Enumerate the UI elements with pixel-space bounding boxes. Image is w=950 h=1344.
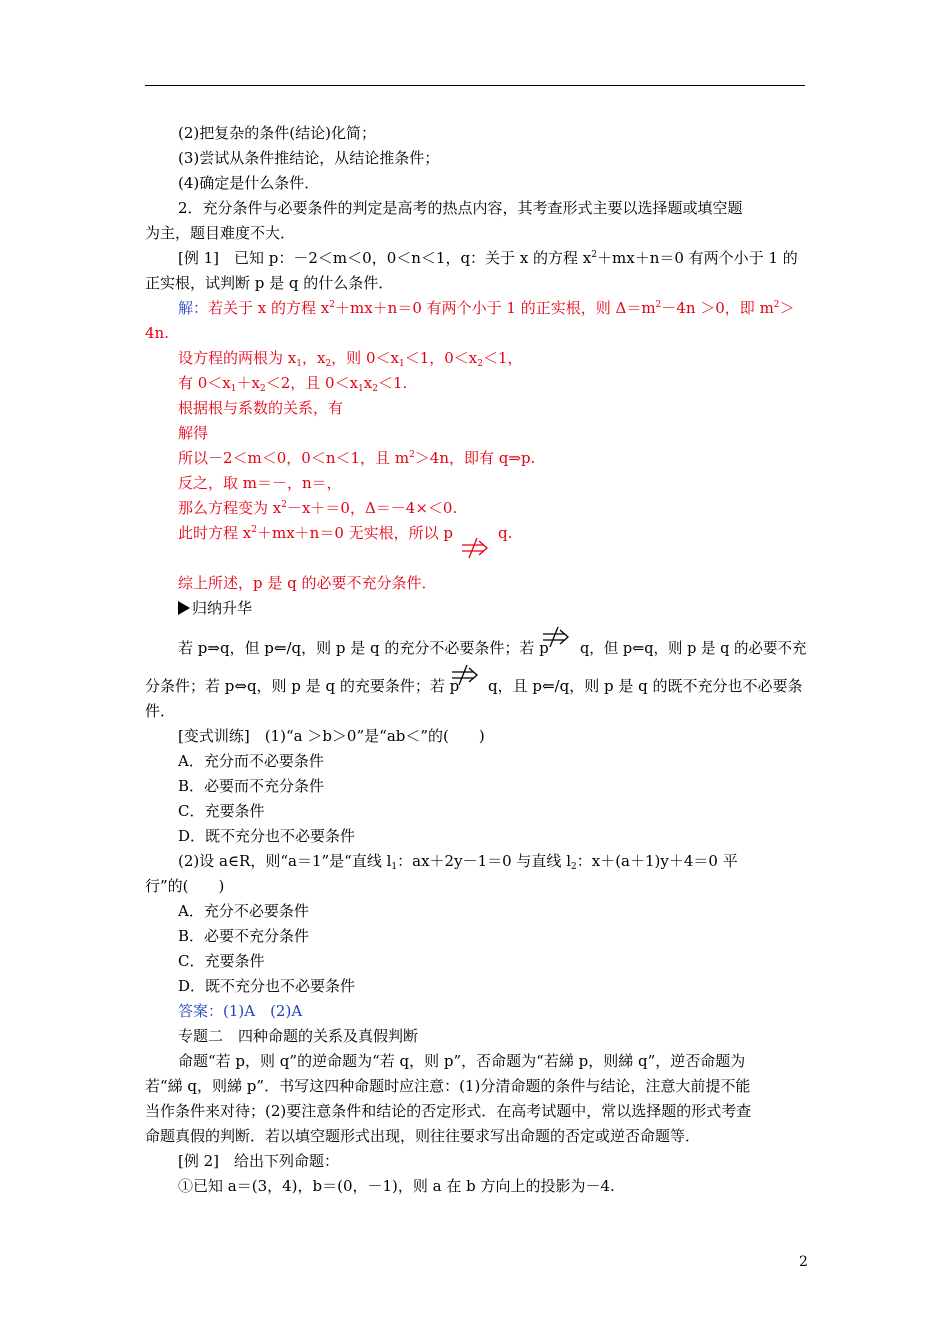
solution-line: 根据根与系数的关系，有 [178,399,344,417]
triangle-bullet-icon [178,601,190,615]
answer-line: 答案：(1)A (2)A [178,1002,303,1020]
not-implies-icon [458,536,492,562]
page-number: 2 [799,1254,808,1270]
example-2-statement: [例 2] 给出下列命题： [178,1152,340,1170]
solution-line: 此时方程 $x^2+mx+n=0$ 无实根，所以 p [178,524,453,542]
section-heading: 专题二 四种命题的关系及真假判断 [178,1027,419,1045]
text-line: (2)把复杂的条件(结论)化简； [178,124,376,142]
choice-c: C．充要条件 [178,802,265,820]
solution-line: 所以－2＜m＜0，0＜n＜1，且 $m^2>4n$，即有 q⇒p. [178,449,536,467]
text-line: 当作条件来对待；(2)要注意条件和结论的否定形式．在高考试题中，常以选择题的形式考查 [145,1102,752,1120]
exercise-1-statement: [变式训练] (1)“a ＞b＞0”是“ab＜”的( ) [178,727,485,745]
exercise-2-statement: (2)设 a∈R，则“a＝1”是“直线 $l_1$：ax＋2y－1＝0 与直线 $l_2$：x＋(a＋1)y＋4＝0 平 [178,852,738,872]
choice-c: C．充要条件 [178,952,265,970]
text-line: ①已知 a＝(3，4)，b＝(0，－1)，则 a 在 b 方向上的投影为－4. [178,1177,615,1195]
summary-heading: 归纳升华 [178,598,252,618]
solution-conclusion: 综上所述，p 是 q 的必要不充分条件． [178,574,437,592]
text-line: q，但 p⇐q，则 p 是 q 的必要不充 [580,639,807,657]
solution-line: 那么方程变为 $x^2-x+=0$，Δ＝－4×＜0. [178,499,458,517]
header-rule [145,85,805,86]
text-line: 若 p⇒q，但 p⇐/q，则 p 是 q 的充分不必要条件；若 p [178,639,549,657]
text-line: 正实根，试判断 p 是 q 的什么条件． [145,274,394,292]
text-line: 命题“若 p，则 q”的逆命题为“若 q，则 p”，否命题为“若綈 p，则綈 q”，逆否命题为 [178,1052,746,1070]
not-implies-icon [539,625,573,651]
choice-a: A．充分不必要条件 [178,902,309,920]
example-1-statement: [例 1] 已知 p：－2＜m＜0，0＜n＜1，q：关于 x 的方程 $x^2+mx+n=0$ 有两个小于 1 的 [178,249,798,267]
solution-line: 反之，取 m＝－，n＝， [178,474,342,492]
choice-b: B．必要不充分条件 [178,927,310,945]
text-line: 2．充分条件与必要条件的判定是高考的热点内容，其考查形式主要以选择题或填空题 [178,199,743,217]
text-line: 分条件；若 p⇔q，则 p 是 q 的充要条件；若 p [145,677,460,695]
text-line: 命题真假的判断．若以填空题形式出现，则往往要求写出命题的否定或逆否命题等． [145,1127,701,1145]
text-line: (4)确定是什么条件． [178,174,320,192]
solution-line: 有 $0<x_1+x_2<2$，且 $0<x_1x_2<1$. [178,374,408,394]
solution-line: 解得 [178,424,209,442]
text-line: 行”的( ) [145,877,225,895]
choice-d: D．既不充分也不必要条件 [178,827,356,845]
text-line: (3)尝试从条件推结论，从结论推条件； [178,149,440,167]
not-implies-icon [448,663,482,689]
solution-line: 解：若关于 x 的方程 $x^2+mx+n=0$ 有两个小于 1 的正实根，则 $\Delta=m^2-4n >0$，即 $m^2>$ [178,299,795,317]
solution-line: q. [498,524,513,542]
solution-label: 解： [178,299,209,317]
text-line: 若“綈 q，则綈 p”．书写这四种命题时应注意：(1)分清命题的条件与结论，注意大前提不能 [145,1077,751,1095]
text-line: q，且 p⇐/q，则 p 是 q 的既不充分也不必要条 [488,677,803,695]
text-line: 为主，题目难度不大． [145,224,296,242]
choice-a: A．充分而不必要条件 [178,752,324,770]
text-line: 件． [145,702,176,720]
solution-line: 4n. [145,324,169,342]
solution-line: 设方程的两根为 $x_1$，$x_2$，则 $0<x_1<1$，$0<x_2<1$， [178,349,523,369]
choice-b: B．必要而不充分条件 [178,777,325,795]
choice-d: D．既不充分也不必要条件 [178,977,356,995]
